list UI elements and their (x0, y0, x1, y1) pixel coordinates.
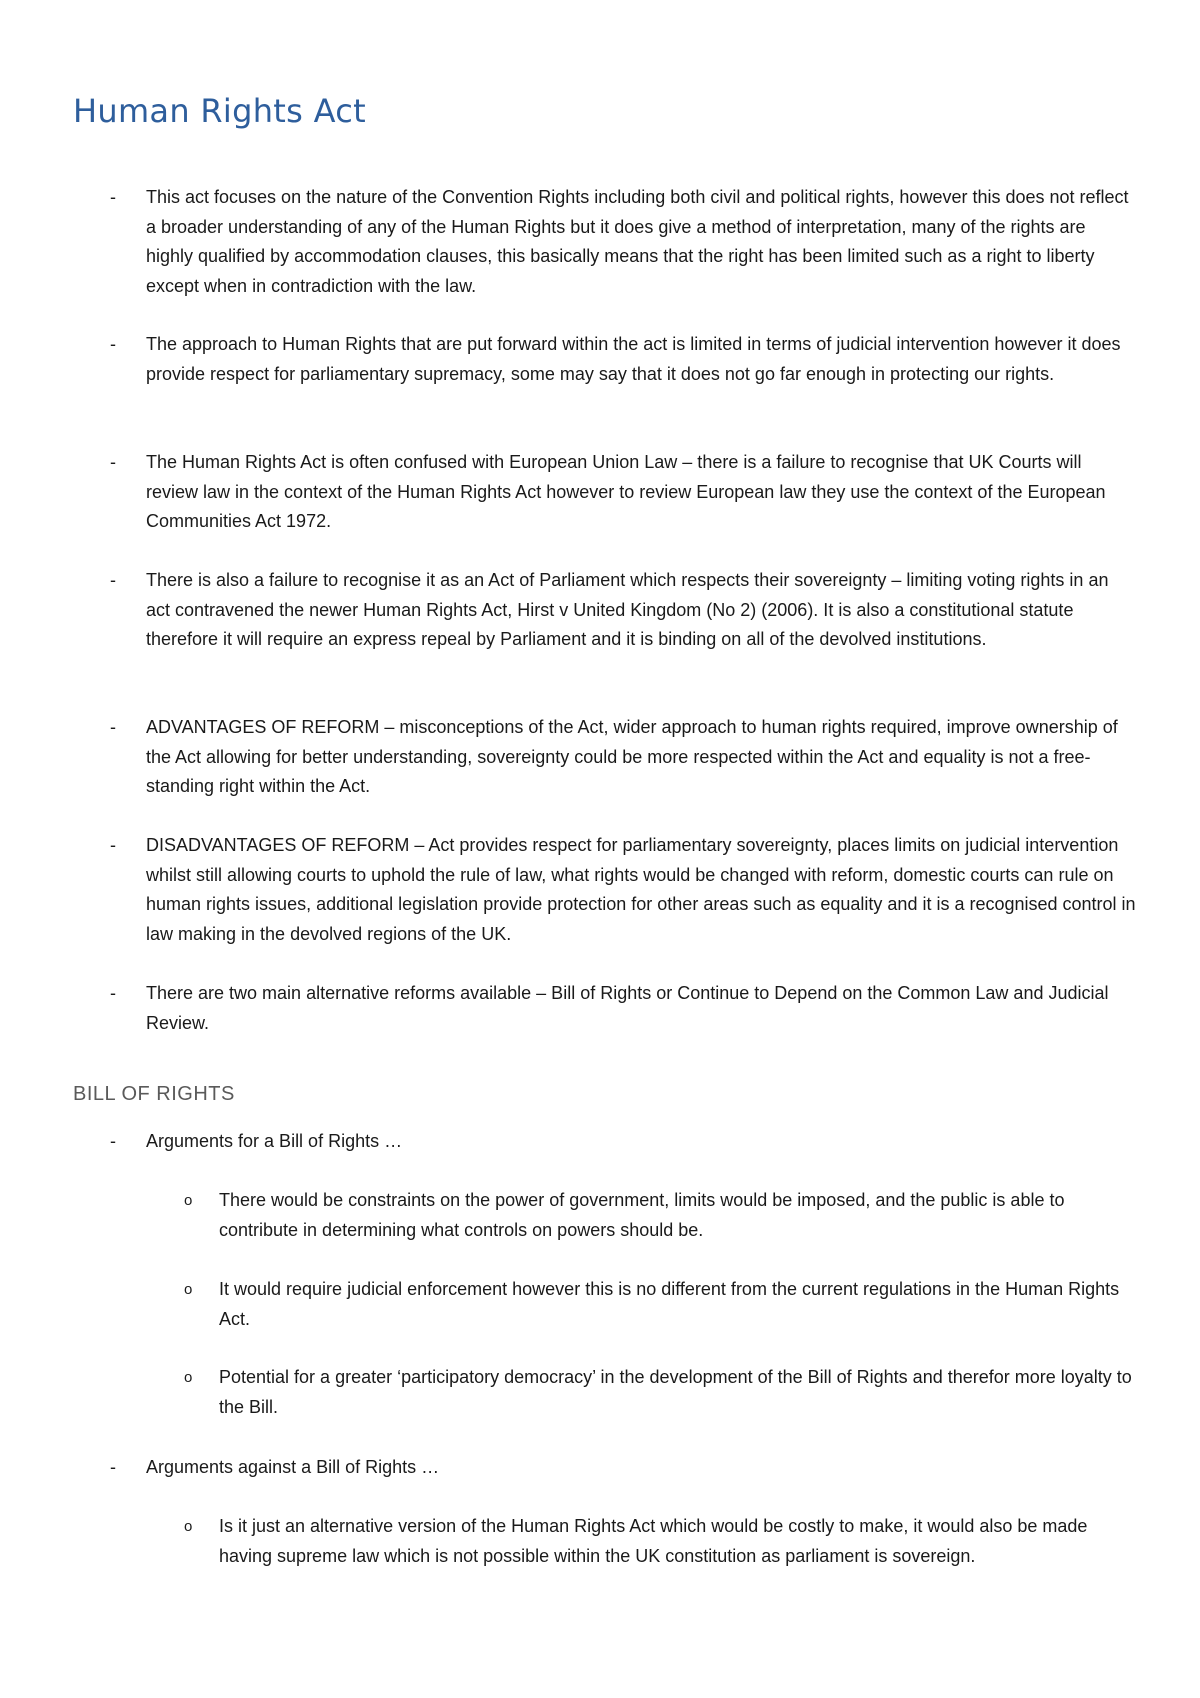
bullet-text: DISADVANTAGES OF REFORM – Act provides respect for parliamentary sovereignty, places limits on judicial intervention whilst still allowing courts to uphold the rule of law, what rights would be changed with reform, domestic courts can rule on human rights issues, additional legislation provide protection for other areas such as equality and it is a recognised control in law making in the devolved regions of the UK. (146, 835, 1136, 944)
sub-bullet-text: It would require judicial enforcement however this is no different from the current regulations in the Human Rights Act. (219, 1279, 1120, 1329)
bullet-text: This act focuses on the nature of the Convention Rights including both civil and political rights, however this does not reflect a broader understanding of any of the Human Rights but it does give a method of interpretation, many of the rights are highly qualified by accommodation clauses, this basically means that the right has been limited such as a right to liberty except when in contradiction with the law. (146, 187, 1129, 296)
bullet-text: There is also a failure to recognise it as an Act of Parliament which respects their sovereignty – limiting voting rights in an act contravened the newer Human Rights Act, Hirst v United Kingdom (No 2) (2006). It is also a constitutional statute therefore it will require an express repeal by Parliament and it is binding on all of the devolved institutions. (146, 570, 1109, 649)
page-title: Human Rights Act (73, 92, 366, 130)
bullet-text: There are two main alternative reforms available – Bill of Rights or Continue to Depend on the Common Law and Judicial Review. (146, 983, 1109, 1033)
bullet-text: Arguments against a Bill of Rights … (146, 1457, 440, 1477)
sub-bullet-text: There would be constraints on the power of government, limits would be imposed, and the public is able to contribute in determining what controls on powers should be. (219, 1190, 1065, 1240)
dash-bullet: - (110, 570, 116, 590)
section-heading: BILL OF RIGHTS (73, 1083, 235, 1105)
circle-bullet: o (184, 1192, 193, 1209)
bullet-text: ADVANTAGES OF REFORM – misconceptions of the Act, wider approach to human rights required, improve ownership of the Act allowing for better understanding, sovereignty could be more respected within the Act and equality is not a free-standing right within the Act. (146, 717, 1118, 796)
dash-bullet: - (110, 334, 116, 354)
sub-bullet-text: Is it just an alternative version of the Human Rights Act which would be costly to make, it would also be made having supreme law which is not possible within the UK constitution as parliament is sovereign. (219, 1516, 1088, 1566)
bullet-text: The Human Rights Act is often confused with European Union Law – there is a failure to recognise that UK Courts will review law in the context of the Human Rights Act however to review European law they use the context of the European Communities Act 1972. (146, 452, 1106, 531)
dash-bullet: - (110, 717, 116, 737)
dash-bullet: - (110, 1131, 116, 1151)
bullet-text: Arguments for a Bill of Rights … (146, 1131, 403, 1151)
dash-bullet: - (110, 452, 116, 472)
sub-bullet-text: Potential for a greater ‘participatory democracy’ in the development of the Bill of Rights and therefor more loyalty to the Bill. (219, 1367, 1132, 1417)
dash-bullet: - (110, 1457, 116, 1477)
dash-bullet: - (110, 187, 116, 207)
circle-bullet: o (184, 1369, 193, 1386)
bullet-text: The approach to Human Rights that are put forward within the act is limited in terms of judicial intervention however it does provide respect for parliamentary supremacy, some may say that it does not go far enough in protecting our rights. (146, 334, 1121, 384)
dash-bullet: - (110, 835, 116, 855)
circle-bullet: o (184, 1281, 193, 1298)
circle-bullet: o (184, 1518, 193, 1535)
dash-bullet: - (110, 983, 116, 1003)
